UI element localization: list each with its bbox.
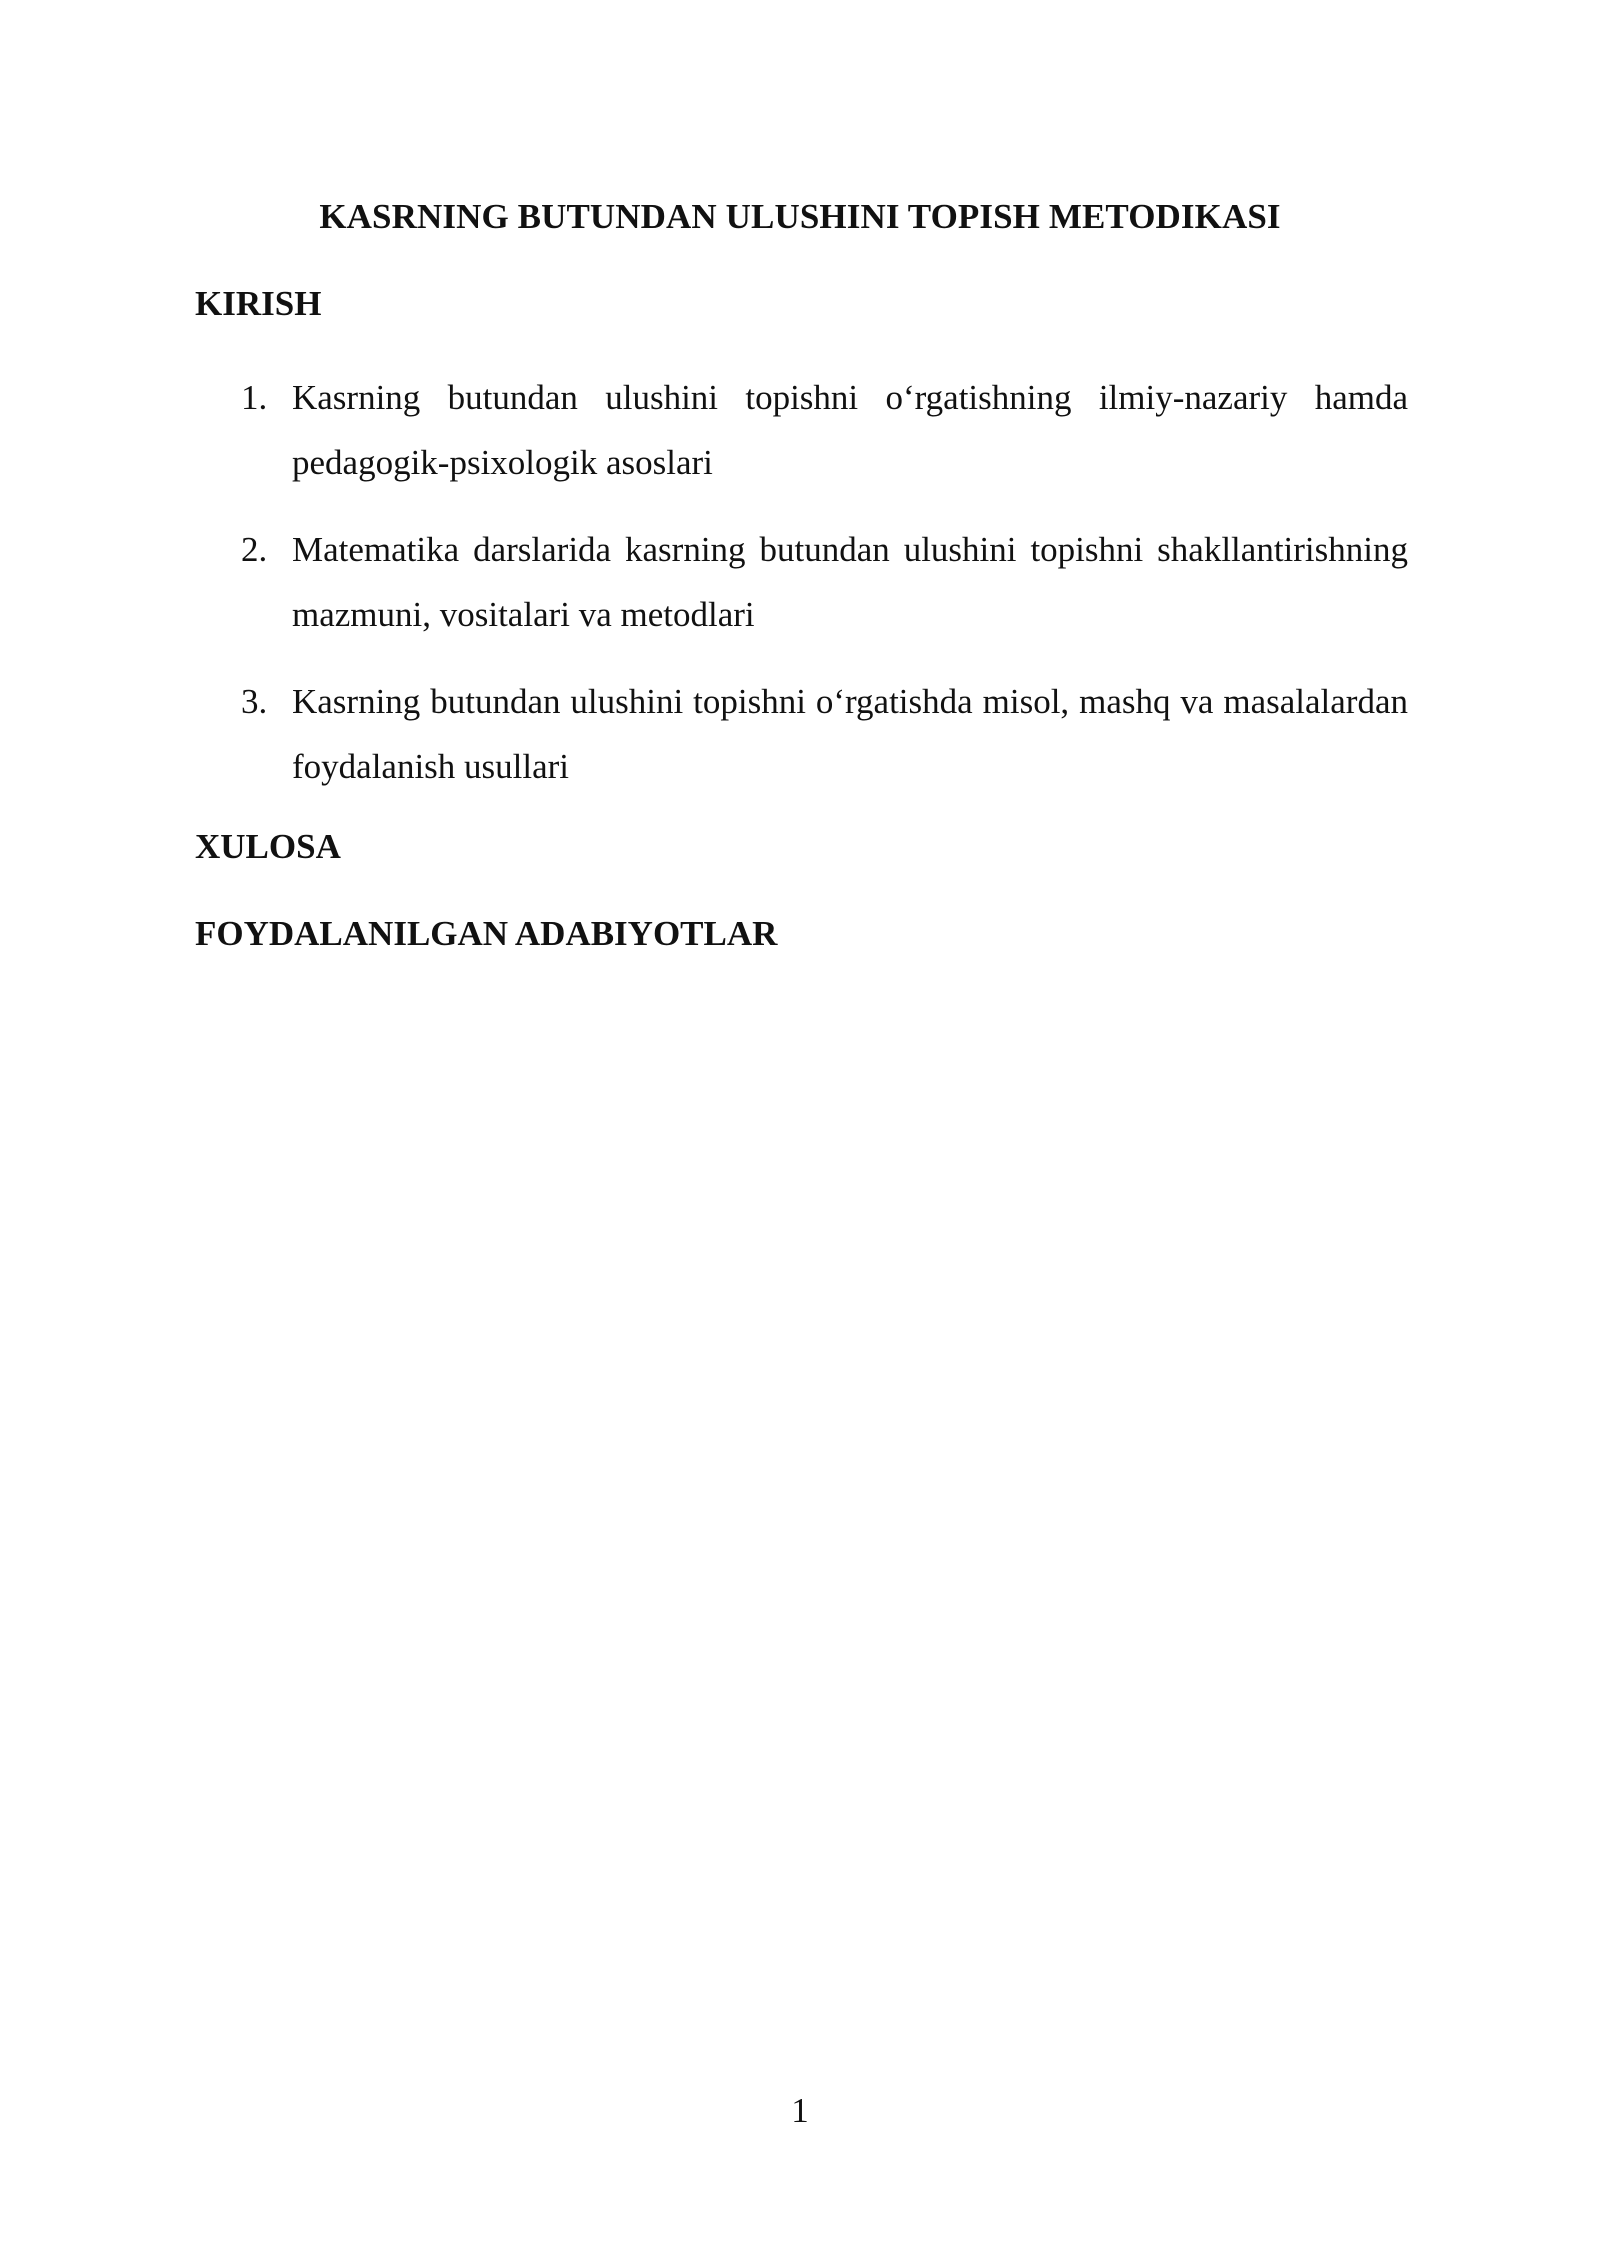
chapter-text: Matematika darslarida kasrning butundan ulushini topishni shakllantirishning mazmuni, vositalari va metodlari: [292, 530, 1408, 634]
heading-kirish: KIRISH: [195, 284, 322, 323]
chapter-item-1: [195, 365, 1408, 495]
chapter-number: 2.: [241, 530, 268, 569]
chapter-item-2: [195, 517, 1408, 647]
chapter-text: Kasrning butundan ulushini topishni o‘rgatishning ilmiy-nazariy hamda pedagogik-psixologik asoslari: [292, 378, 1408, 482]
chapter-number: 3.: [241, 682, 268, 721]
chapter-list: [195, 365, 1408, 821]
chapter-number: 1.: [241, 378, 268, 417]
document-title: KASRNING BUTUNDAN ULUSHINI TOPISH METODIKASI: [319, 197, 1281, 236]
chapter-item-3: [195, 669, 1408, 799]
heading-xulosa: XULOSA: [195, 827, 341, 866]
page-number: 1: [791, 2091, 809, 2130]
chapter-text: Kasrning butundan ulushini topishni o‘rgatishda misol, mashq va masalalardan foydalanish usullari: [292, 682, 1408, 786]
heading-references: FOYDALANILGAN ADABIYOTLAR: [195, 914, 778, 953]
